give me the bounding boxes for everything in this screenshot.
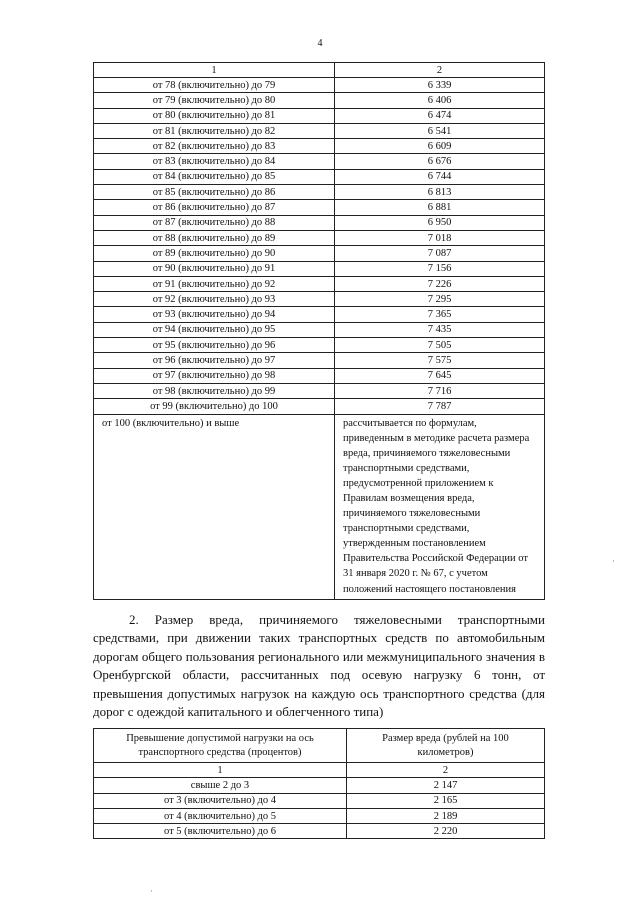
formula-note-line: причиняемого тяжеловесными xyxy=(343,508,481,520)
damage-value-cell: 2 147 xyxy=(347,778,545,793)
overload-range-cell: от 89 (включительно) до 90 xyxy=(94,246,335,261)
formula-note-line: Правительства Российской Федерации от xyxy=(343,553,528,565)
overload-range-cell: от 79 (включительно) до 80 xyxy=(94,93,335,108)
overload-range-cell: от 82 (включительно) до 83 xyxy=(94,139,335,154)
overload-range-cell: от 3 (включительно) до 4 xyxy=(94,793,347,808)
overload-range-cell: от 91 (включительно) до 92 xyxy=(94,276,335,291)
damage-value-cell: 6 339 xyxy=(335,78,545,93)
overload-range-cell: от 100 (включительно) и выше xyxy=(94,414,335,599)
table-row xyxy=(94,292,545,307)
table-header-row xyxy=(94,763,545,778)
damage-value-cell: 7 156 xyxy=(335,261,545,276)
table-row xyxy=(94,307,545,322)
table-row xyxy=(94,185,545,200)
column-number-2: 2 xyxy=(347,763,545,778)
table-row xyxy=(94,383,545,398)
damage-value-cell: 7 087 xyxy=(335,246,545,261)
head-damage-size: Размер вреда (рублей на 100 километров) xyxy=(347,729,545,763)
damage-value-cell: 6 676 xyxy=(335,154,545,169)
paragraph-text: 2. Размер вреда, причиняемого тяжеловесными транспортными средствами, при движении таких транспортных средств по автомобильным дорогам общего пользования регионального или межмуниципального значения в Оренбургской области, рассчитанных под осевую нагрузку 6 тонн, от превышения допустимых нагрузок на каждую ось транспортного средства (для дорог с одеждой капитального и облегченного типа) xyxy=(93,612,545,720)
overload-range-cell: от 93 (включительно) до 94 xyxy=(94,307,335,322)
column-number-1: 1 xyxy=(94,763,347,778)
table-row xyxy=(94,261,545,276)
overload-range-cell: от 83 (включительно) до 84 xyxy=(94,154,335,169)
damage-value-cell: 7 295 xyxy=(335,292,545,307)
table-row xyxy=(94,93,545,108)
table-row xyxy=(94,169,545,184)
damage-value-cell: 6 950 xyxy=(335,215,545,230)
formula-note-line: рассчитывается по формулам, xyxy=(343,417,477,429)
table-row xyxy=(94,793,545,808)
overload-range-cell: от 90 (включительно) до 91 xyxy=(94,261,335,276)
table-row-last xyxy=(94,414,545,599)
table-row xyxy=(94,338,545,353)
table-row xyxy=(94,215,545,230)
damage-value-cell: 6 406 xyxy=(335,93,545,108)
damage-value-cell: 7 018 xyxy=(335,230,545,245)
table-row xyxy=(94,368,545,383)
damage-table-continued xyxy=(93,62,545,600)
damage-value-cell: 6 474 xyxy=(335,108,545,123)
formula-note-line: 31 января 2020 г. № 67, с учетом xyxy=(343,568,488,580)
damage-value-cell: 7 575 xyxy=(335,353,545,368)
table-row xyxy=(94,353,545,368)
table-row xyxy=(94,322,545,337)
damage-value-cell: 6 813 xyxy=(335,185,545,200)
column-number-1: 1 xyxy=(94,63,335,78)
damage-value-cell: 6 881 xyxy=(335,200,545,215)
formula-note-line: утвержденным постановлением xyxy=(343,538,486,550)
overload-range-cell: от 87 (включительно) до 88 xyxy=(94,215,335,230)
table-row xyxy=(94,276,545,291)
formula-note-line: транспортными средствами, xyxy=(343,462,470,474)
table-row xyxy=(94,778,545,793)
damage-value-cell: 7 787 xyxy=(335,399,545,414)
table-row xyxy=(94,200,545,215)
damage-value-cell: 7 505 xyxy=(335,338,545,353)
scan-speck: · xyxy=(612,556,615,566)
damage-value-cell: 2 189 xyxy=(347,808,545,823)
damage-value-cell: 6 609 xyxy=(335,139,545,154)
scan-speck: · xyxy=(150,886,153,896)
overload-range-cell: от 88 (включительно) до 89 xyxy=(94,230,335,245)
overload-range-cell: от 4 (включительно) до 5 xyxy=(94,808,347,823)
table-row xyxy=(94,808,545,823)
table-row xyxy=(94,824,545,839)
table-head-row xyxy=(94,729,545,763)
overload-range-cell: от 81 (включительно) до 82 xyxy=(94,123,335,138)
column-number-2: 2 xyxy=(335,63,545,78)
damage-table-6t xyxy=(93,728,545,839)
page-number: 4 xyxy=(317,38,323,49)
table-row xyxy=(94,399,545,414)
formula-note-line: Правилам возмещения вреда, xyxy=(343,493,475,504)
overload-range-cell: свыше 2 до 3 xyxy=(94,778,347,793)
formula-note-line: вреда, причиняемого тяжеловесными xyxy=(343,447,511,459)
overload-range-cell: от 99 (включительно) до 100 xyxy=(94,399,335,414)
overload-range-cell: от 92 (включительно) до 93 xyxy=(94,292,335,307)
overload-range-cell: от 80 (включительно) до 81 xyxy=(94,108,335,123)
overload-range-cell: от 94 (включительно) до 95 xyxy=(94,322,335,337)
overload-range-cell: от 95 (включительно) до 96 xyxy=(94,338,335,353)
table-row xyxy=(94,108,545,123)
damage-value-cell: 6 541 xyxy=(335,123,545,138)
damage-value-cell: 6 744 xyxy=(335,169,545,184)
overload-range-cell: от 85 (включительно) до 86 xyxy=(94,185,335,200)
table-row xyxy=(94,230,545,245)
damage-value-cell: 2 165 xyxy=(347,793,545,808)
table-row xyxy=(94,123,545,138)
overload-range-cell: от 78 (включительно) до 79 xyxy=(94,78,335,93)
damage-value-cell: 2 220 xyxy=(347,824,545,839)
overload-range-cell: от 84 (включительно) до 85 xyxy=(94,169,335,184)
table-row xyxy=(94,154,545,169)
table-header-row xyxy=(94,63,545,78)
formula-note-line: предусмотренной приложением к xyxy=(343,477,494,489)
damage-value-cell: 7 226 xyxy=(335,276,545,291)
overload-range-cell: от 97 (включительно) до 98 xyxy=(94,368,335,383)
head-overload-percent: Превышение допустимой нагрузки на ось транспортного средства (процентов) xyxy=(94,729,347,763)
damage-value-cell: 7 645 xyxy=(335,368,545,383)
table-row xyxy=(94,139,545,154)
paragraph-2 xyxy=(93,611,545,721)
table-row xyxy=(94,78,545,93)
formula-note-line: приведенным в методике расчета размера xyxy=(343,432,530,444)
overload-range-cell: от 96 (включительно) до 97 xyxy=(94,353,335,368)
formula-note-line: транспортными средствами, xyxy=(343,523,470,535)
damage-value-cell: 7 435 xyxy=(335,322,545,337)
damage-value-cell: 7 716 xyxy=(335,383,545,398)
overload-range-cell: от 86 (включительно) до 87 xyxy=(94,200,335,215)
overload-range-cell: от 5 (включительно) до 6 xyxy=(94,824,347,839)
formula-note-line: положений настоящего постановления xyxy=(343,583,516,595)
damage-value-cell: 7 365 xyxy=(335,307,545,322)
overload-range-cell: от 98 (включительно) до 99 xyxy=(94,383,335,398)
formula-note-cell xyxy=(335,414,545,599)
table-row xyxy=(94,246,545,261)
